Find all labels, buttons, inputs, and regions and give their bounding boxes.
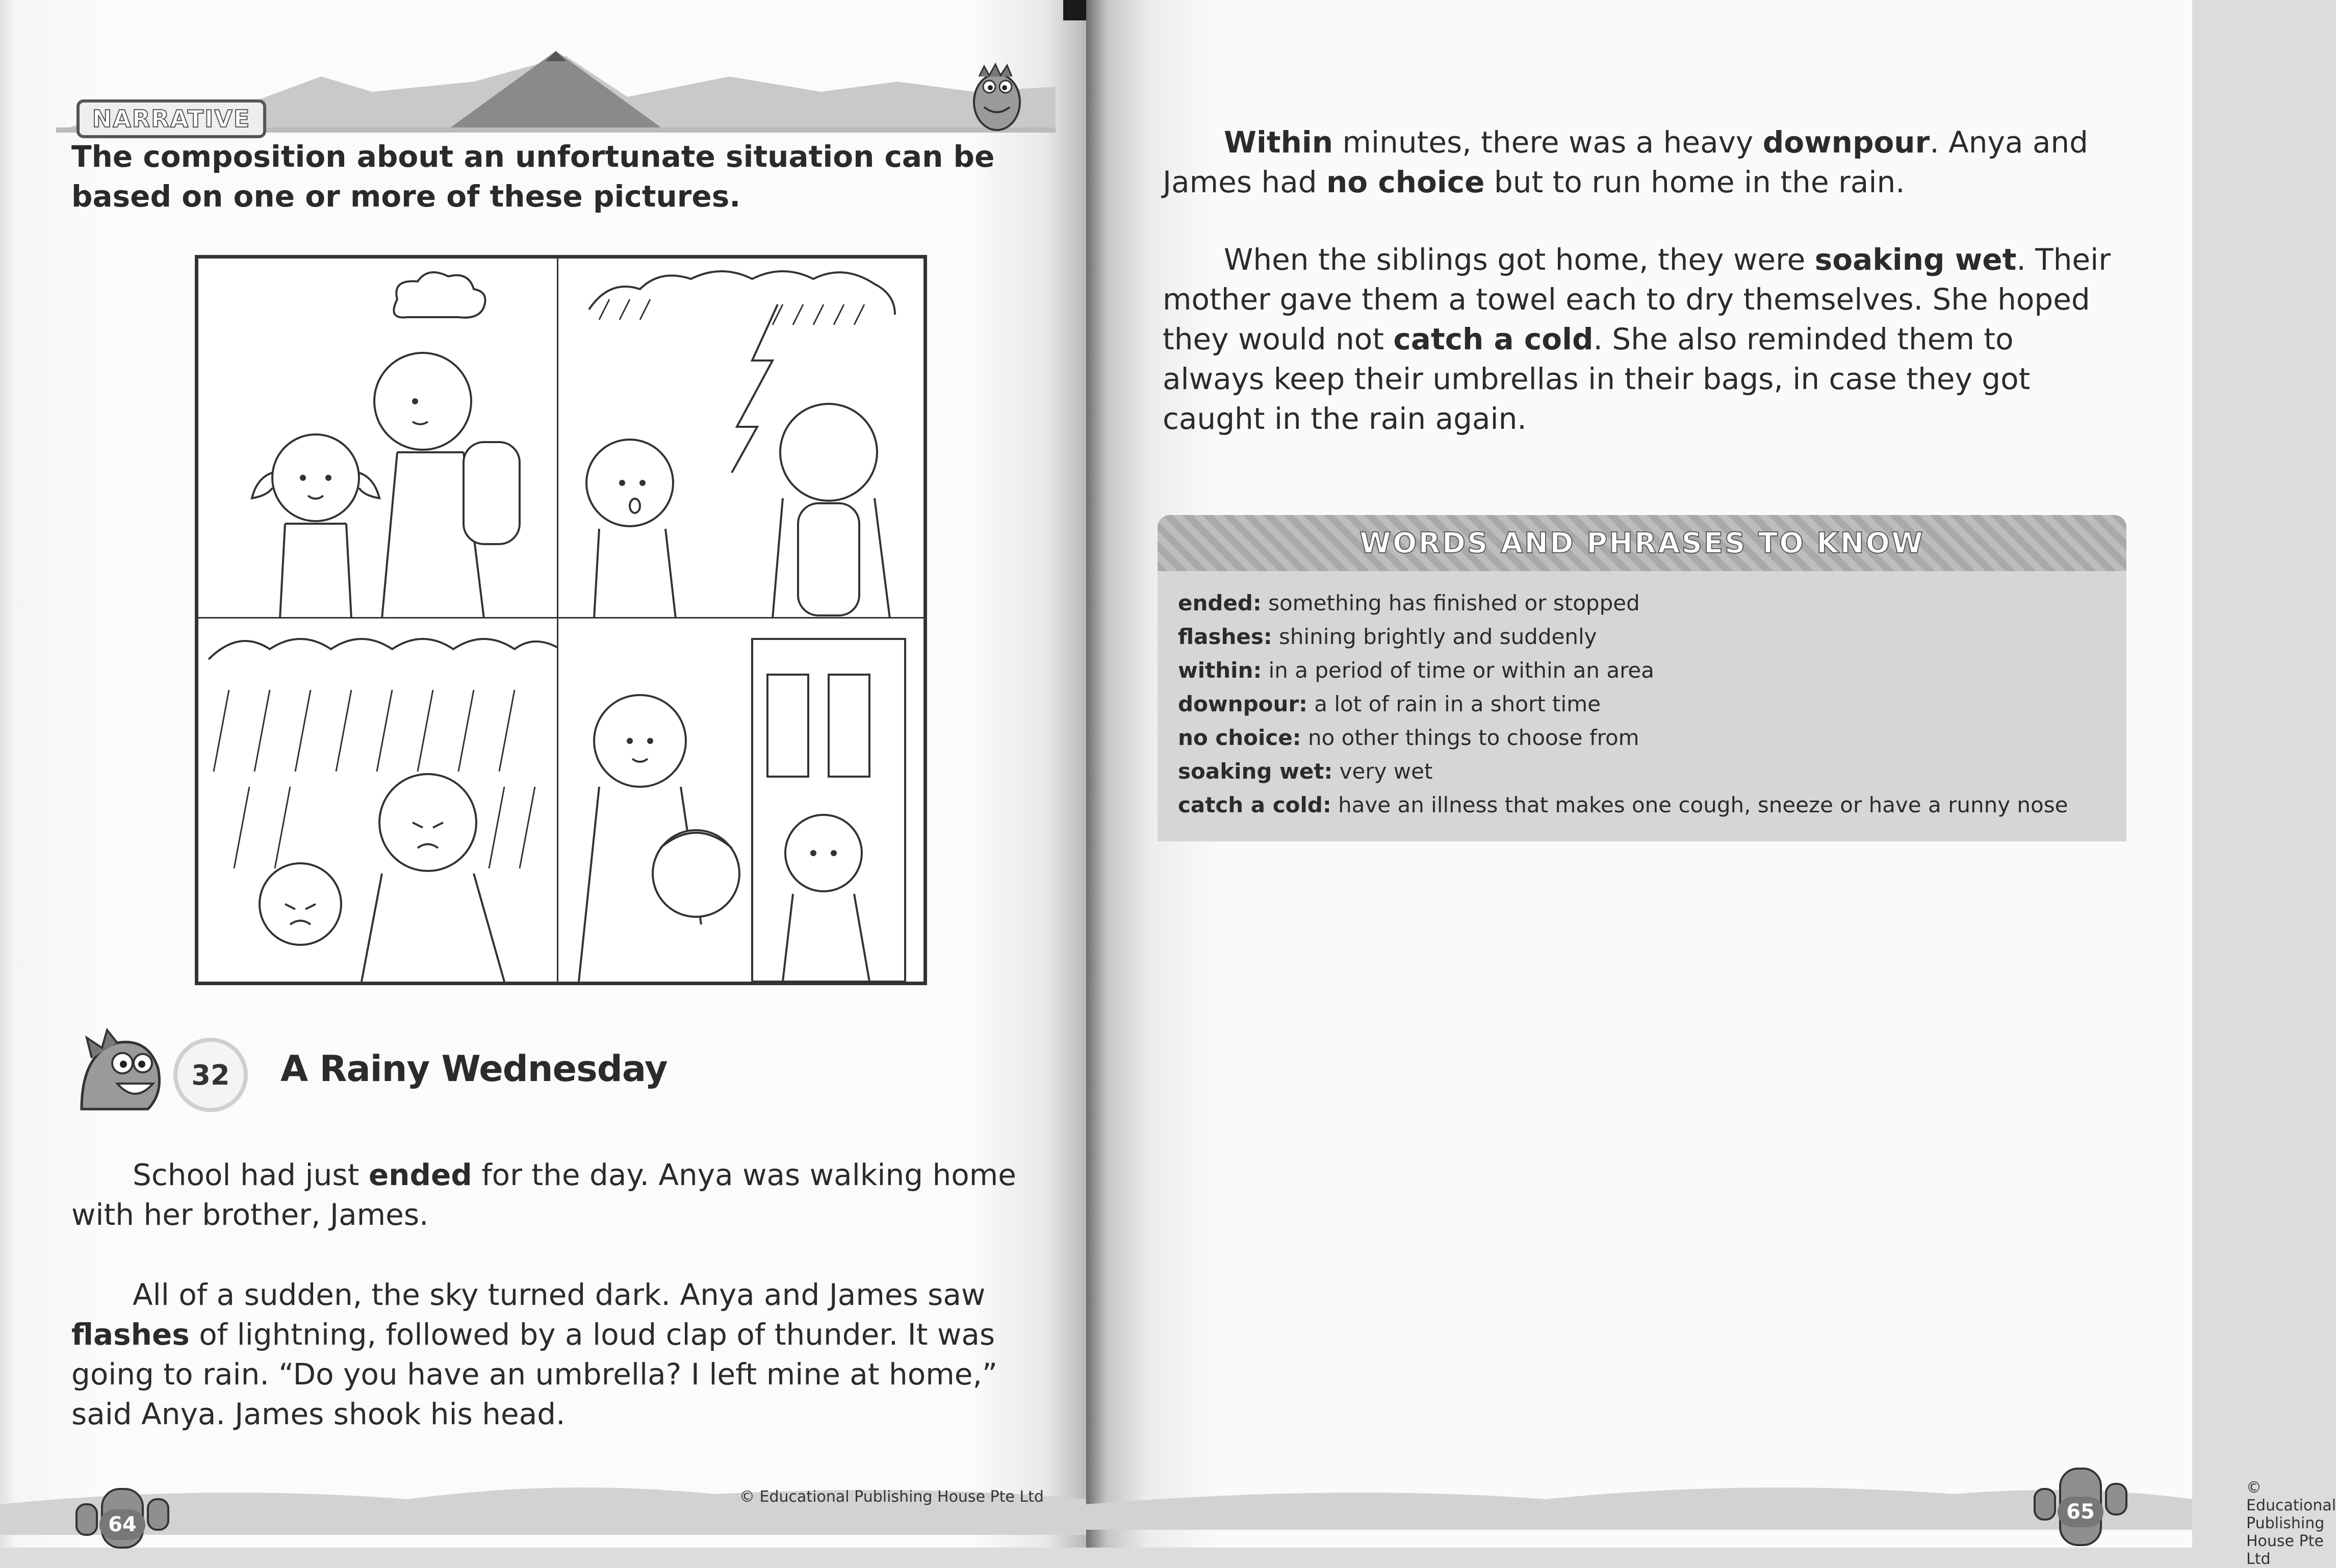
word-term: no choice: (1178, 725, 1301, 750)
story-paragraph-1 (71, 1155, 1045, 1235)
word-definition: in a period of time or within an area (1262, 658, 1655, 683)
text-run: School had just (133, 1158, 369, 1192)
left-page (0, 0, 1086, 1548)
key-word: catch a cold (1393, 322, 1594, 356)
text-run: but to run home in the rain. (1484, 165, 1905, 199)
word-term: flashes: (1178, 624, 1272, 649)
story-heading (71, 1017, 785, 1119)
comic-strip (195, 255, 927, 985)
words-and-phrases-box (1158, 515, 2126, 841)
word-definition: have an illness that makes one cough, sneeze or have a runny nose (1331, 792, 2068, 817)
word-term: downpour: (1178, 691, 1307, 716)
text-run: for the day. Anya was walking home with her brother, James. (71, 1158, 1016, 1232)
words-list (1178, 586, 2116, 822)
text-run: . She also reminded them to always keep their umbrellas in their bags, in case they got caught in the rain again. (1163, 322, 2031, 436)
comic-panel-downpour (197, 617, 560, 983)
copyright-footer: © Educational Publishing House Pte Ltd (2246, 1479, 2336, 1568)
story-paragraph-4 (1163, 240, 2121, 439)
text-run: . Their mother gave them a towel each to dry themselves. She hoped they would not (1163, 242, 2111, 356)
text-run: minutes, there was a heavy (1333, 125, 1763, 160)
word-definition: no other things to choose from (1301, 725, 1639, 750)
words-box-heading (1158, 515, 2126, 571)
header-mascot-icon (959, 46, 1035, 133)
comic-panel-home (557, 617, 925, 983)
words-box-title: WORDS AND PHRASES TO KNOW (1359, 526, 1924, 560)
word-term: within: (1178, 658, 1262, 683)
word-term: ended: (1178, 590, 1262, 615)
word-definition-row (1178, 586, 2116, 620)
word-definition-row (1178, 755, 2116, 788)
word-definition-row (1178, 654, 2116, 687)
word-definition-row (1178, 687, 2116, 721)
text-run: of lightning, followed by a loud clap of thunder. It was going to rain. “Do you have an umbrella? I left mine at home,” said Anya. James shook his head. (71, 1317, 997, 1431)
word-definition-row (1178, 788, 2116, 822)
page-number: 64 (99, 1509, 145, 1540)
word-term: catch a cold: (1178, 792, 1331, 817)
page-number: 65 (2058, 1497, 2103, 1527)
word-definition: a lot of rain in a short time (1307, 691, 1601, 716)
text-run: . Anya and James had (1163, 125, 2088, 199)
word-definition-row (1178, 620, 2116, 654)
key-word: Within (1224, 125, 1333, 160)
key-word: flashes (71, 1317, 190, 1352)
intro-text: The composition about an unfortunate situation can be based on one or more of these pictures. (71, 139, 995, 214)
key-word: soaking wet (1814, 242, 2017, 277)
word-definition: shining brightly and suddenly (1272, 624, 1597, 649)
key-word: downpour (1762, 125, 1930, 160)
key-word: no choice (1326, 165, 1485, 199)
key-word: ended (368, 1158, 472, 1192)
story-title: A Rainy Wednesday (280, 1048, 668, 1090)
word-definition: very wet (1332, 759, 1433, 784)
story-number: 32 (173, 1038, 248, 1112)
word-definition: something has finished or stopped (1261, 590, 1640, 615)
story-paragraph-3 (1163, 122, 2121, 202)
word-definition-row (1178, 721, 2116, 755)
section-tag: NARRATIVE (76, 99, 266, 138)
story-mascot-icon (71, 1022, 184, 1119)
text-run: All of a sudden, the sky turned dark. Anya and James saw (133, 1277, 986, 1312)
comic-panel-lightning (557, 257, 925, 620)
text-run: When the siblings got home, they were (1224, 242, 1815, 277)
copyright-footer: © Educational Publishing House Pte Ltd (739, 1488, 1044, 1506)
story-paragraph-2 (71, 1275, 1045, 1434)
word-term: soaking wet: (1178, 759, 1333, 784)
comic-panel-walking (197, 257, 560, 620)
